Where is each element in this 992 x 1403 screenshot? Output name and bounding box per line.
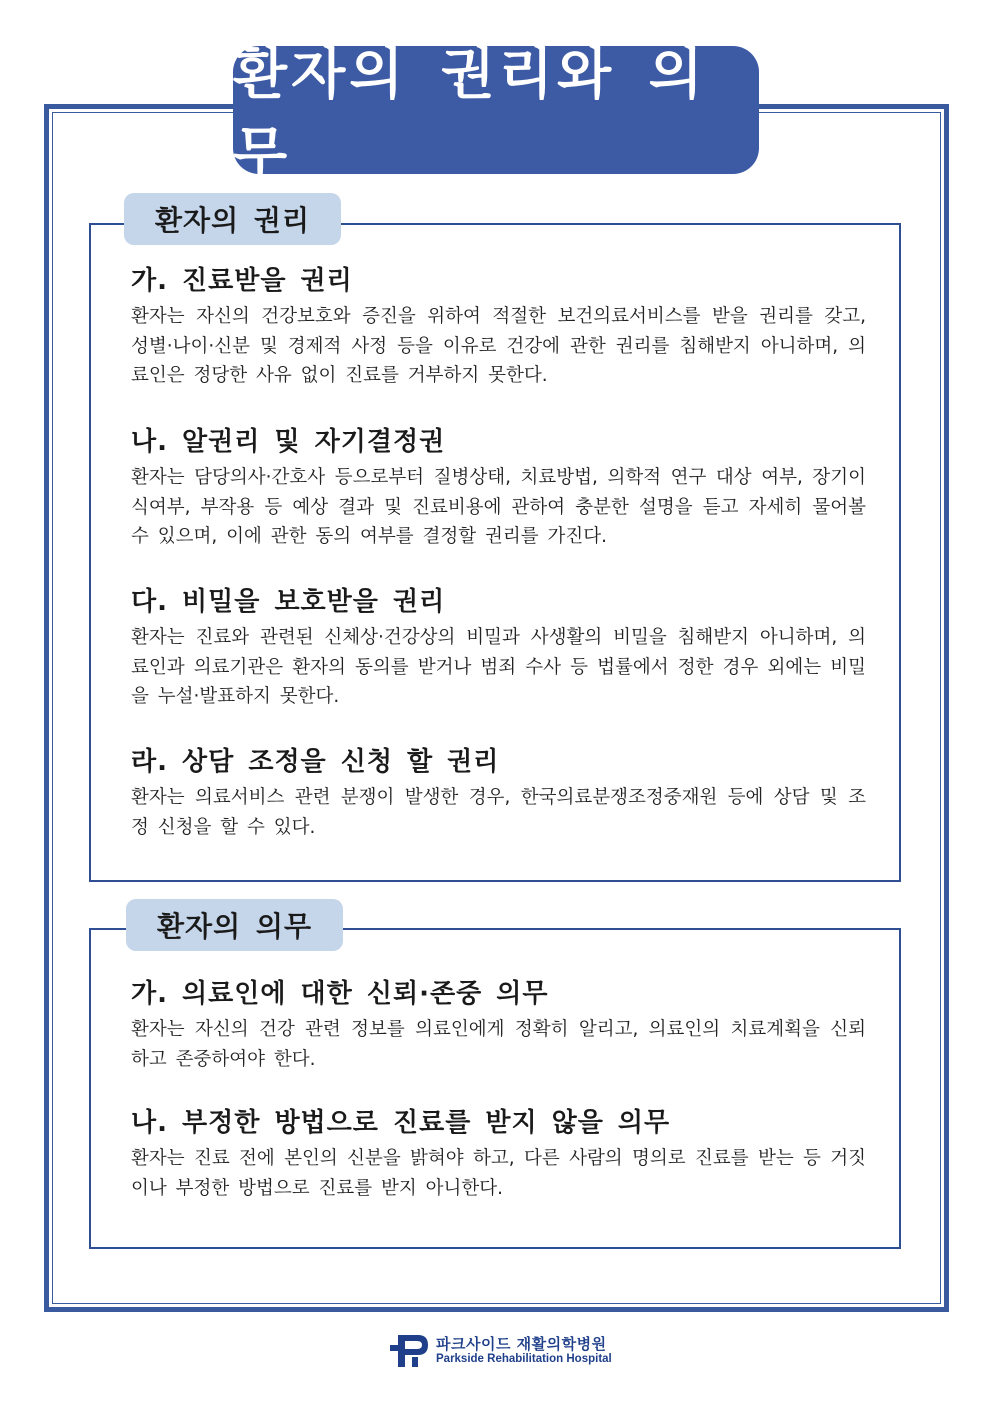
rights-item-heading: 가. 진료받을 권리 <box>131 266 353 296</box>
duties-section-heading: 환자의 의무 <box>126 899 343 951</box>
parkside-p-cross-icon <box>390 1333 430 1369</box>
duties-item-heading: 가. 의료인에 대한 신뢰·존중 의무 <box>131 979 549 1009</box>
rights-item-body: 환자는 진료와 관련된 신체상·건강상의 비밀과 사생활의 비밀을 침해받지 아니하며, 의료인과 의료기관은 환자의 동의를 받거나 범죄 수사 등 법률에서 정한 경우 외에는 비밀을 누설·발표하지 못한다. <box>131 627 866 707</box>
duties-item <box>131 977 866 1074</box>
hospital-name-ko: 파크사이드 재활의학병원 <box>436 1335 607 1354</box>
rights-item-body: 환자는 의료서비스 관련 분쟁이 발생한 경우, 한국의료분쟁조정중재원 등에 상담 및 조정 신청을 할 수 있다. <box>131 787 866 838</box>
rights-item-heading: 다. 비밀을 보호받을 권리 <box>131 587 446 617</box>
rights-item-body: 환자는 자신의 건강보호와 증진을 위하여 적절한 보건의료서비스를 받을 권리를 갖고, 성별·나이·신분 및 경제적 사정 등을 이유로 건강에 관한 권리를 침해받지 아니하며, 의료인은 정당한 사유 없이 진료를 거부하지 못한다. <box>131 306 866 386</box>
rights-item <box>131 585 866 712</box>
rights-item-body: 환자는 담당의사·간호사 등으로부터 질병상태, 치료방법, 의학적 연구 대상 여부, 장기이식여부, 부작용 등 예상 결과 및 진료비용에 관하여 충분한 설명을 듣고 자세히 물어볼 수 있으며, 이에 관한 동의 여부를 결정할 권리를 가진다. <box>131 467 866 547</box>
duties-item-heading: 나. 부정한 방법으로 진료를 받지 않을 의무 <box>131 1108 671 1138</box>
duties-item-body: 환자는 진료 전에 본인의 신분을 밝혀야 하고, 다른 사람의 명의로 진료를 받는 등 거짓이나 부정한 방법으로 진료를 받지 아니한다. <box>131 1148 866 1199</box>
hospital-logo <box>390 1333 612 1369</box>
rights-item <box>131 425 866 552</box>
rights-section-heading: 환자의 권리 <box>124 193 341 245</box>
rights-item-heading: 나. 알권리 및 자기결정권 <box>131 427 446 457</box>
duties-item <box>131 1106 866 1203</box>
duties-item-body: 환자는 자신의 건강 관련 정보를 의료인에게 정확히 알리고, 의료인의 치료계획을 신뢰하고 존중하여야 한다. <box>131 1019 866 1070</box>
rights-item <box>131 745 866 842</box>
rights-item <box>131 264 866 391</box>
rights-item-heading: 라. 상담 조정을 신청 할 권리 <box>131 747 500 777</box>
page-title: 환자의 권리와 의무 <box>233 46 759 174</box>
hospital-name-en: Parkside Rehabilitation Hospital <box>436 1352 612 1365</box>
